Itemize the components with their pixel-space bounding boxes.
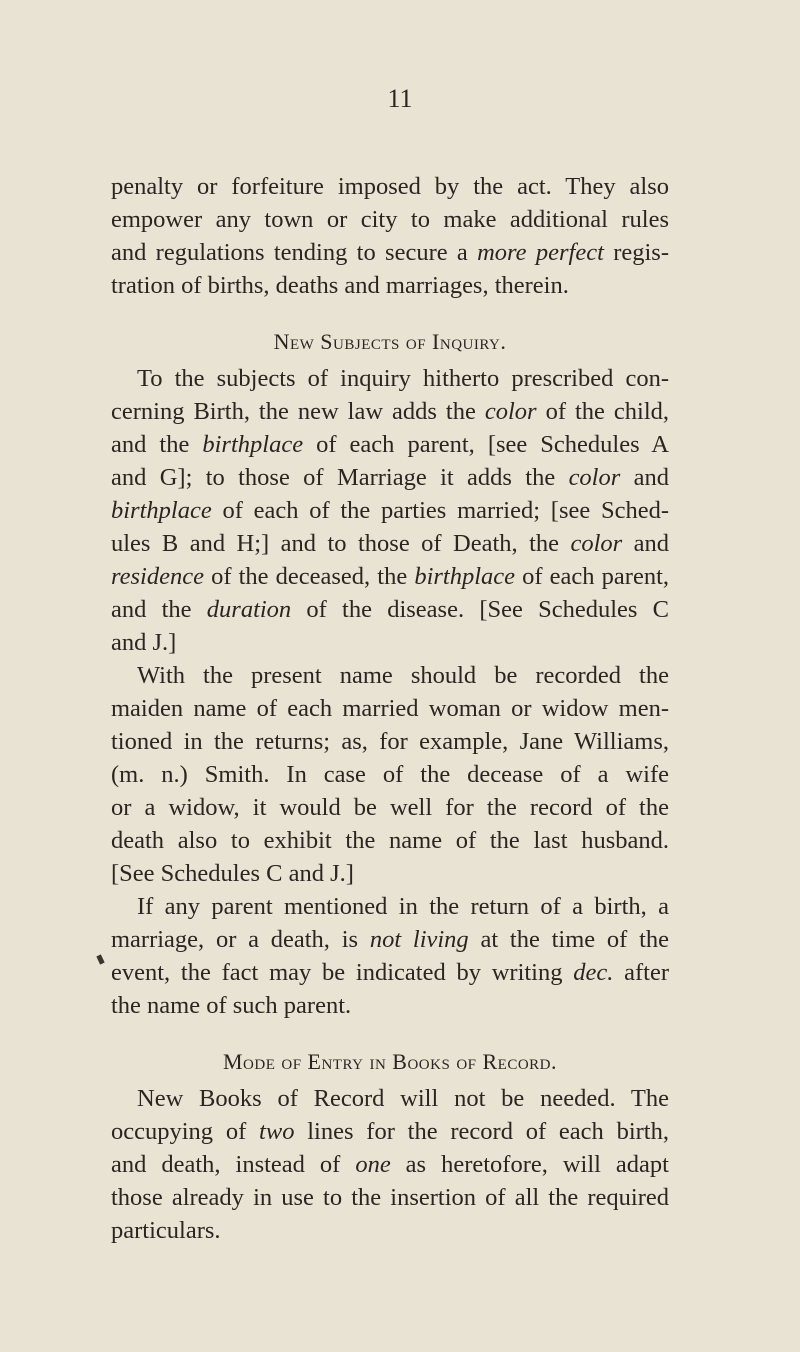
- text-line: and the duration of the disease. [See Schedules C: [111, 596, 669, 623]
- section-heading-new-subjects: New Subjects of Inquiry.: [273, 329, 507, 354]
- text-line: empower any town or city to make additional rules: [111, 206, 669, 233]
- section-heading-mode-of-entry: Mode of Entry in Books of Record.: [222, 1049, 558, 1074]
- text-line: occupying of two lines for the record of each birth,: [111, 1118, 669, 1145]
- text-line: birthplace of each of the parties married; [see Sched-: [111, 497, 669, 524]
- text-line: (m. n.) Smith. In case of the decease of a wife: [111, 761, 669, 788]
- text-line: residence of the deceased, the birthplace of each parent,: [111, 563, 669, 590]
- text-line: the name of such parent.: [111, 992, 352, 1019]
- text-line: and death, instead of one as heretofore, will adapt: [111, 1151, 669, 1178]
- text-line: those already in use to the insertion of all the required: [111, 1184, 669, 1211]
- text-line: death also to exhibit the name of the last husband.: [111, 827, 669, 854]
- paragraph-books-of-record: [111, 1082, 669, 1247]
- text-line: New Books of Record will not be needed. The: [137, 1085, 669, 1112]
- paragraph-subjects: [111, 362, 669, 659]
- text-line: [See Schedules C and J.]: [111, 860, 354, 887]
- page-number: 11: [387, 84, 413, 113]
- text-line: or a widow, it would be well for the record of the: [111, 794, 669, 821]
- text-line: marriage, or a death, is not living at the time of the: [111, 926, 670, 953]
- text-line: To the subjects of inquiry hitherto prescribed con-: [137, 365, 669, 392]
- text-line: event, the fact may be indicated by writing dec. after: [111, 959, 670, 986]
- paragraph-parent-not-living: [111, 890, 669, 1022]
- text-line: and G]; to those of Marriage it adds the color and: [111, 464, 670, 491]
- page-body: [111, 170, 669, 1247]
- text-line: maiden name of each married woman or widow men-: [111, 695, 669, 722]
- text-line: cerning Birth, the new law adds the color of the child,: [111, 398, 670, 425]
- text-line: and the birthplace of each parent, [see Schedules A: [111, 431, 670, 458]
- paragraph-intro: [111, 170, 669, 302]
- text-line: penalty or forfeiture imposed by the act. They also: [111, 173, 669, 200]
- text-line: and J.]: [111, 629, 177, 656]
- text-line: tioned in the returns; as, for example, Jane Williams,: [111, 728, 669, 755]
- paragraph-maiden-name: [111, 659, 669, 890]
- text-line: With the present name should be recorded the: [137, 662, 669, 689]
- text-line: and regulations tending to secure a more perfect regis-: [111, 239, 669, 266]
- text-line: tration of births, deaths and marriages, therein.: [111, 272, 569, 299]
- text-line: particulars.: [111, 1217, 221, 1244]
- text-line: ules B and H;] and to those of Death, the color and: [111, 530, 669, 557]
- ink-mark: [96, 954, 104, 964]
- text-line: If any parent mentioned in the return of a birth, a: [137, 893, 669, 920]
